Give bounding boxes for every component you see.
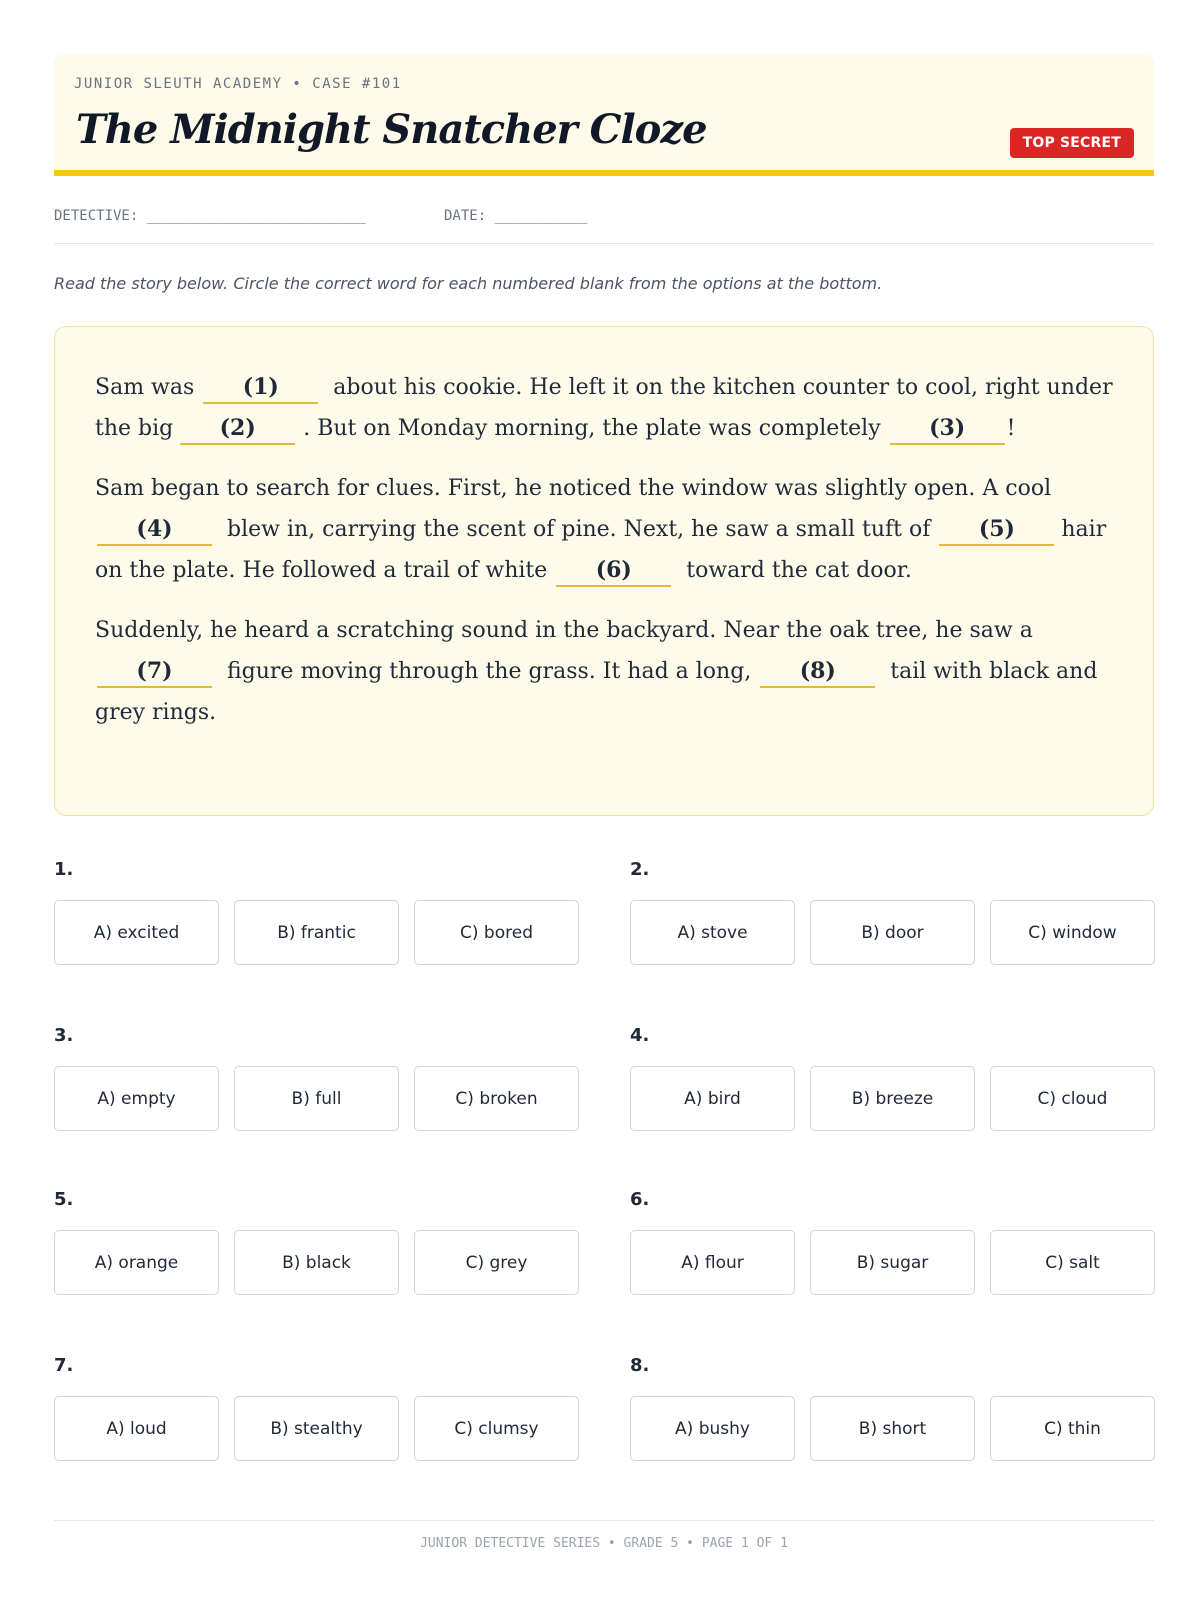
story-text: !: [1006, 416, 1016, 441]
story-text: Sam began to search for clues. First, he noticed the window was slightly open. A cool: [95, 476, 1052, 501]
option-8c[interactable]: C) thin: [990, 1396, 1155, 1461]
question-number: 6.: [630, 1189, 650, 1210]
option-8a[interactable]: A) bushy: [630, 1396, 795, 1461]
question-4: [630, 1026, 1156, 1131]
question-number: 5.: [54, 1189, 74, 1210]
option-1c[interactable]: C) bored: [414, 900, 579, 965]
story-text: about his cookie. He left it on the kitchen counter to cool, right under the big: [95, 375, 1113, 441]
blank-4: (4): [97, 514, 212, 546]
option-5a[interactable]: A) orange: [54, 1230, 219, 1295]
top-secret-badge: TOP SECRET: [1010, 128, 1134, 158]
option-7a[interactable]: A) loud: [54, 1396, 219, 1461]
question-number: 3.: [54, 1025, 74, 1046]
option-8b[interactable]: B) short: [810, 1396, 975, 1461]
blank-3: (3): [890, 413, 1005, 445]
option-7b[interactable]: B) stealthy: [234, 1396, 399, 1461]
option-5c[interactable]: C) grey: [414, 1230, 579, 1295]
option-4a[interactable]: A) bird: [630, 1066, 795, 1131]
story-passage: [54, 326, 1154, 816]
instructions: Read the story below. Circle the correct word for each numbered blank from the options at the bottom.: [54, 274, 883, 293]
option-6a[interactable]: A) flour: [630, 1230, 795, 1295]
blank-7: (7): [97, 656, 212, 688]
blank-6: (6): [556, 555, 671, 587]
story-text: Sam was: [95, 375, 202, 400]
story-text: Suddenly, he heard a scratching sound in the backyard. Near the oak tree, he saw a: [95, 618, 1033, 643]
question-6: [630, 1190, 1156, 1295]
story-paragraph-1: [95, 367, 1113, 449]
blank-8: (8): [760, 656, 875, 688]
option-2a[interactable]: A) stove: [630, 900, 795, 965]
question-number: 2.: [630, 859, 650, 880]
page-title: The Midnight Snatcher Cloze: [76, 106, 707, 153]
option-5b[interactable]: B) black: [234, 1230, 399, 1295]
option-3a[interactable]: A) empty: [54, 1066, 219, 1131]
option-6c[interactable]: C) salt: [990, 1230, 1155, 1295]
blank-5: (5): [939, 514, 1054, 546]
question-7: [54, 1356, 580, 1461]
story-text: hair on the plate. He followed a trail of white: [95, 517, 1107, 583]
question-8: [630, 1356, 1156, 1461]
footer-divider: [54, 1520, 1154, 1521]
story-text: figure moving through the grass. It had a long,: [220, 659, 759, 684]
story-text: . But on Monday morning, the plate was completely: [303, 416, 888, 441]
student-info-row: [54, 204, 1154, 244]
page-footer: JUNIOR DETECTIVE SERIES • GRADE 5 • PAGE 1 OF 1: [420, 1536, 788, 1551]
option-4b[interactable]: B) breeze: [810, 1066, 975, 1131]
question-number: 4.: [630, 1025, 650, 1046]
date-field[interactable]: DATE: ___________: [444, 208, 588, 224]
story-text: toward the cat door.: [679, 558, 912, 583]
question-2: [630, 860, 1156, 965]
option-1a[interactable]: A) excited: [54, 900, 219, 965]
question-3: [54, 1026, 580, 1131]
question-1: [54, 860, 580, 965]
option-1b[interactable]: B) frantic: [234, 900, 399, 965]
option-2c[interactable]: C) window: [990, 900, 1155, 965]
blank-2: (2): [180, 413, 295, 445]
series-kicker: JUNIOR SLEUTH ACADEMY • CASE #101: [74, 76, 402, 92]
story-text: tail with black and grey rings.: [95, 659, 1098, 725]
option-2b[interactable]: B) door: [810, 900, 975, 965]
worksheet-header: [54, 54, 1154, 176]
option-4c[interactable]: C) cloud: [990, 1066, 1155, 1131]
option-6b[interactable]: B) sugar: [810, 1230, 975, 1295]
option-7c[interactable]: C) clumsy: [414, 1396, 579, 1461]
blank-1: (1): [203, 372, 318, 404]
story-paragraph-3: [95, 610, 1113, 733]
question-number: 1.: [54, 859, 74, 880]
question-number: 7.: [54, 1355, 74, 1376]
story-paragraph-2: [95, 468, 1113, 591]
question-number: 8.: [630, 1355, 650, 1376]
story-text: blew in, carrying the scent of pine. Next, he saw a small tuft of: [220, 517, 938, 542]
detective-name-field[interactable]: DETECTIVE: __________________________: [54, 208, 366, 224]
question-5: [54, 1190, 580, 1295]
option-3b[interactable]: B) full: [234, 1066, 399, 1131]
option-3c[interactable]: C) broken: [414, 1066, 579, 1131]
